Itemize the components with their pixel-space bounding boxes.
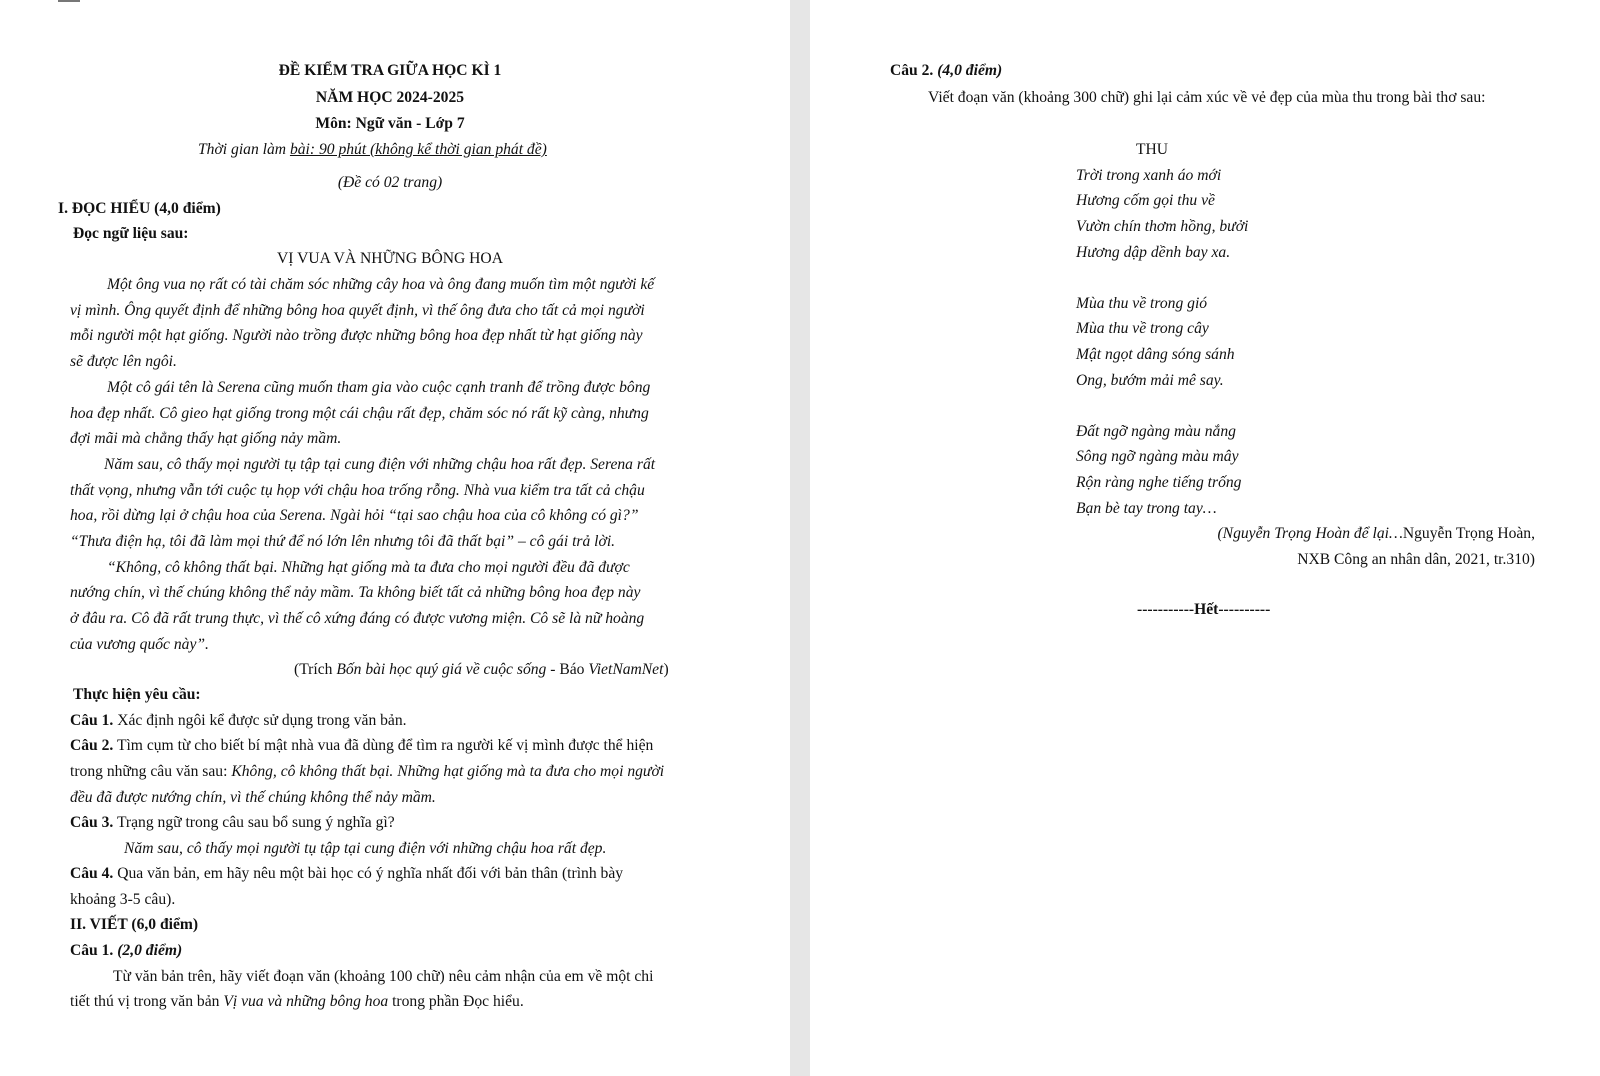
- story-line: của vương quốc này”.: [70, 636, 209, 653]
- story-line: Một ông vua nọ rất có tài chăm sóc những cây hoa và ông đang muốn tìm một người kế: [107, 276, 655, 293]
- story-line: “Thưa điện hạ, tôi đã làm mọi thứ để nó lớn lên nhưng tôi đã thất bại” – cô gái trả lời.: [70, 533, 616, 550]
- story-line: mỗi người một hạt giống. Người nào trồng được những bông hoa đẹp nhất từ hạt giống này: [70, 327, 643, 344]
- question-2-line-2: [70, 763, 664, 780]
- story-line: hoa đẹp nhất. Cô gieo hạt giống trong một cái chậu rất đẹp, chăm sóc nó rất kỹ càng, nhưng: [70, 405, 649, 422]
- question-points: (4,0 điểm): [933, 62, 1003, 79]
- poem-line: Ong, bướm mải mê say.: [1076, 372, 1224, 389]
- poem-source-line-2: NXB Công an nhân dân, 2021, tr.310): [1297, 551, 1535, 568]
- reading-instruction: Đọc ngữ liệu sau:: [73, 225, 189, 242]
- question-4-line-2: khoảng 3-5 câu).: [70, 891, 176, 908]
- poem-line: Trời trong xanh áo mới: [1076, 167, 1222, 184]
- time-prefix: Thời gian làm: [198, 141, 290, 158]
- question-quote: Không, cô không thất bại. Những hạt giống mà ta đưa cho mọi người: [231, 763, 665, 780]
- writing-question-2: [890, 62, 1002, 79]
- poem-line: Vườn chín thơm hồng, bưởi: [1076, 218, 1249, 235]
- source-mid: - Báo: [546, 661, 589, 678]
- question-text: Xác định ngôi kể được sử dụng trong văn bản.: [113, 712, 407, 729]
- question-label: Câu 2.: [890, 62, 934, 79]
- question-text: trong phần Đọc hiểu.: [388, 993, 524, 1010]
- poem-line: Hương dập dềnh bay xa.: [1076, 244, 1231, 261]
- exam-title: ĐỀ KIỂM TRA GIỮA HỌC KÌ 1: [278, 62, 502, 79]
- poem-title: THU: [1136, 141, 1169, 158]
- question-1: [70, 712, 407, 729]
- poem-line: Mùa thu về trong cây: [1076, 320, 1209, 337]
- story-source: [294, 661, 669, 678]
- document-page-2: [810, 0, 1600, 1076]
- story-line: Một cô gái tên là Serena cũng muốn tham gia vào cuộc cạnh tranh để trồng được bông: [107, 379, 651, 396]
- story-line: thất vọng, nhưng vẫn tới cuộc tụ họp với chậu hoa trống rỗng. Nhà vua kiểm tra tất cả chậu: [70, 482, 645, 499]
- source-prefix: (Trích: [294, 661, 337, 678]
- tasks-heading: Thực hiện yêu cầu:: [73, 686, 201, 703]
- story-line: vị mình. Ông quyết định để những bông hoa quyết định, vì thế ông đưa cho tất cả mọi người: [70, 302, 645, 319]
- story-line: hoa, rồi dừng lại ở chậu hoa của Serena. Ngài hỏi “tại sao chậu hoa của cô không có gì?”: [70, 507, 639, 524]
- story-line: đợi mãi mà chẳng thấy hạt giống nảy mầm.: [70, 430, 342, 447]
- section1-heading: I. ĐỌC HIỂU (4,0 điểm): [58, 200, 221, 217]
- question-2-line-1: [70, 737, 653, 754]
- end-marker: -----------Hết----------: [1137, 601, 1271, 618]
- story-line: nướng chín, vì thế chúng không thể nảy mầm. Ta không biết tất cả những bông hoa đẹp này: [70, 584, 641, 601]
- document-page-1: [0, 0, 790, 1076]
- question-label: Câu 4.: [70, 865, 114, 882]
- poem-line: Bạn bè tay trong tay…: [1076, 500, 1217, 517]
- poem-source-author: Nguyễn Trọng Hoàn,: [1402, 525, 1535, 542]
- question-text: trong những câu văn sau:: [70, 763, 232, 780]
- section2-heading: II. VIẾT (6,0 điểm): [70, 916, 199, 933]
- poem-source-italic: (Nguyễn Trọng Hoàn để lại…: [1217, 525, 1403, 542]
- poem-source-line-1: [1040, 525, 1535, 542]
- source-title: Bốn bài học quý giá về cuộc sống: [336, 661, 547, 678]
- writing-question-1-line-1: Từ văn bản trên, hãy viết đoạn văn (khoảng 100 chữ) nêu cảm nhận của em về một chi: [113, 968, 654, 985]
- poem-line: Rộn ràng nghe tiếng trống: [1076, 474, 1242, 491]
- source-paper: VietNamNet: [588, 661, 664, 678]
- writing-question-1-line-2: [70, 993, 524, 1010]
- story-line: ở đâu ra. Cô đã rất trung thực, vì thế cô xứng đáng có được vương miện. Cô sẽ là nữ hoàng: [70, 610, 645, 627]
- story-line: sẽ được lên ngôi.: [70, 353, 177, 370]
- question-3: [70, 814, 395, 831]
- source-suffix: ): [663, 661, 669, 678]
- question-text: Qua văn bản, em hãy nêu một bài học có ý nghĩa nhất đối với bản thân (trình bày: [113, 865, 624, 882]
- question-points: (2,0 điểm): [113, 942, 183, 959]
- question-4-line-1: [70, 865, 623, 882]
- writing-question-1: [70, 942, 182, 959]
- page-corner-mark: [58, 0, 80, 2]
- question-3-quote: Năm sau, cô thấy mọi người tụ tập tại cung điện với những chậu hoa rất đẹp.: [124, 840, 607, 857]
- question-label: Câu 1.: [70, 942, 114, 959]
- school-year: NĂM HỌC 2024-2025: [315, 89, 465, 106]
- subject-line: Môn: Ngữ văn - Lớp 7: [315, 115, 465, 132]
- poem-line: Mùa thu về trong gió: [1076, 295, 1208, 312]
- poem-line: Đất ngỡ ngàng màu nắng: [1076, 423, 1236, 440]
- question-label: Câu 3.: [70, 814, 114, 831]
- question-text: Tìm cụm từ cho biết bí mật nhà vua đã dùng để tìm ra người kế vị mình được thể hiện: [113, 737, 654, 754]
- question-text: Trạng ngữ trong câu sau bổ sung ý nghĩa gì?: [113, 814, 395, 831]
- question-text: tiết thú vị trong văn bản: [70, 993, 224, 1010]
- story-line: Năm sau, cô thấy mọi người tụ tập tại cung điện với những chậu hoa rất đẹp. Serena rất: [104, 456, 656, 473]
- poem-line: Hương cốm gọi thu về: [1076, 192, 1215, 209]
- pages-note: (Đề có 02 trang): [337, 174, 443, 191]
- question-label: Câu 2.: [70, 737, 114, 754]
- writing-question-2-text: Viết đoạn văn (khoảng 300 chữ) ghi lại cảm xúc về vẻ đẹp của mùa thu trong bài thơ sau:: [928, 89, 1486, 106]
- time-underlined: bài: 90 phút (không kể thời gian phát đề): [289, 141, 547, 158]
- poem-line: Mật ngọt dâng sóng sánh: [1076, 346, 1235, 363]
- time-line: [198, 141, 547, 158]
- story-line: “Không, cô không thất bại. Những hạt giống mà ta đưa cho mọi người đều đã được: [107, 559, 630, 576]
- poem-line: Sông ngỡ ngàng màu mây: [1076, 448, 1239, 465]
- question-label: Câu 1.: [70, 712, 114, 729]
- question-2-line-3: đều đã được nướng chín, vì thế chúng không thể nảy mầm.: [70, 789, 436, 806]
- question-work-title: Vị vua và những bông hoa: [223, 993, 389, 1010]
- story-title: VỊ VUA VÀ NHỮNG BÔNG HOA: [277, 250, 503, 267]
